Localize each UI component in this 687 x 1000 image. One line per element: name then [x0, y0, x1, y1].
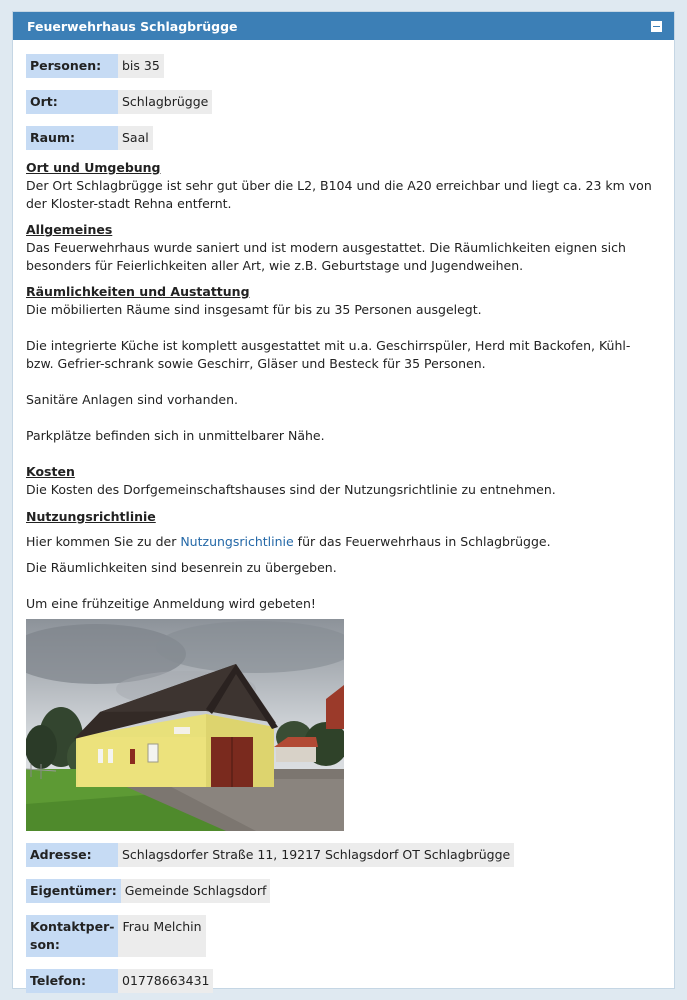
heading-kosten: Kosten [26, 464, 75, 479]
panel-header [13, 12, 674, 40]
info-label: Personen: [26, 54, 118, 78]
info-label: Ort: [26, 90, 118, 114]
info-eigentuemer [26, 879, 270, 903]
info-value: Gemeinde Schlagsdorf [121, 879, 271, 903]
info-kontakt [26, 915, 206, 957]
info-value: Schlagsdorfer Straße 11, 19217 Schlagsdorf OT Schlagbrügge [118, 843, 514, 867]
text-anmeldung: Um eine frühzeitige Anmeldung wird gebeten! [26, 596, 316, 611]
nutzung-post: für das Feuerwehrhaus in Schlagbrügge. [293, 534, 551, 549]
text-allgemeines: Das Feuerwehrhaus wurde saniert und ist modern ausgestattet. Die Räumlichkeiten eignen sich besonders für Feierlichkeiten aller Art, wie z.B. Geburtstage und Jugendweihen. [26, 240, 626, 273]
text-ort: Der Ort Schlagbrügge ist sehr gut über die L2, B104 und die A20 erreichbar und liegt ca. 23 km von der Kloster-stadt Rehna entfernt. [26, 178, 652, 211]
heading-nutzung: Nutzungsrichtlinie [26, 509, 156, 524]
text-raeume-3: Sanitäre Anlagen sind vorhanden. [26, 392, 239, 407]
heading-raeume: Räumlichkeiten und Austattung [26, 284, 250, 299]
text-kosten: Die Kosten des Dorfgemeinschaftshauses sind der Nutzungsrichtlinie zu entnehmen. [26, 482, 556, 497]
text-raeume-4: Parkplätze befinden sich in unmittelbarer Nähe. [26, 428, 325, 443]
info-personen [26, 54, 164, 78]
info-ort [26, 90, 212, 114]
info-label: Eigentümer: [26, 879, 121, 903]
info-value: Frau Melchin [118, 915, 205, 957]
text-raeume-1: Die möbilierten Räume sind insgesamt für bis zu 35 Personen ausgelegt. [26, 302, 482, 317]
text-besenrein: Die Räumlichkeiten sind besenrein zu übergeben. [26, 560, 337, 575]
info-label: Kontaktper-son: [26, 915, 118, 957]
text-nutzung [26, 533, 661, 551]
panel-body [13, 40, 674, 993]
text-raeume-2: Die integrierte Küche ist komplett ausgestattet mit u.a. Geschirrspüler, Herd mit Backofen, Kühl- bzw. Gefrier-schrank sowie Geschirr, Gläser und Besteck für 35 Personen. [26, 338, 631, 371]
info-label: Raum: [26, 126, 118, 150]
heading-allgemeines: Allgemeines [26, 222, 113, 237]
info-raum [26, 126, 153, 150]
minus-square-icon[interactable] [651, 21, 662, 32]
info-value: Saal [118, 126, 153, 150]
info-value: Schlagbrügge [118, 90, 212, 114]
nutzungsrichtlinie-link[interactable]: Nutzungsrichtlinie [180, 534, 294, 549]
info-telefon [26, 969, 213, 993]
building-photo [26, 619, 344, 831]
venue-panel [12, 11, 675, 989]
info-value: 01778663431 [118, 969, 213, 993]
info-label: Adresse: [26, 843, 118, 867]
heading-ort: Ort und Umgebung [26, 160, 161, 175]
info-label: Telefon: [26, 969, 118, 993]
info-adresse [26, 843, 514, 867]
panel-title: Feuerwehrhaus Schlagbrügge [27, 18, 238, 34]
info-value: bis 35 [118, 54, 164, 78]
nutzung-pre: Hier kommen Sie zu der [26, 534, 181, 549]
